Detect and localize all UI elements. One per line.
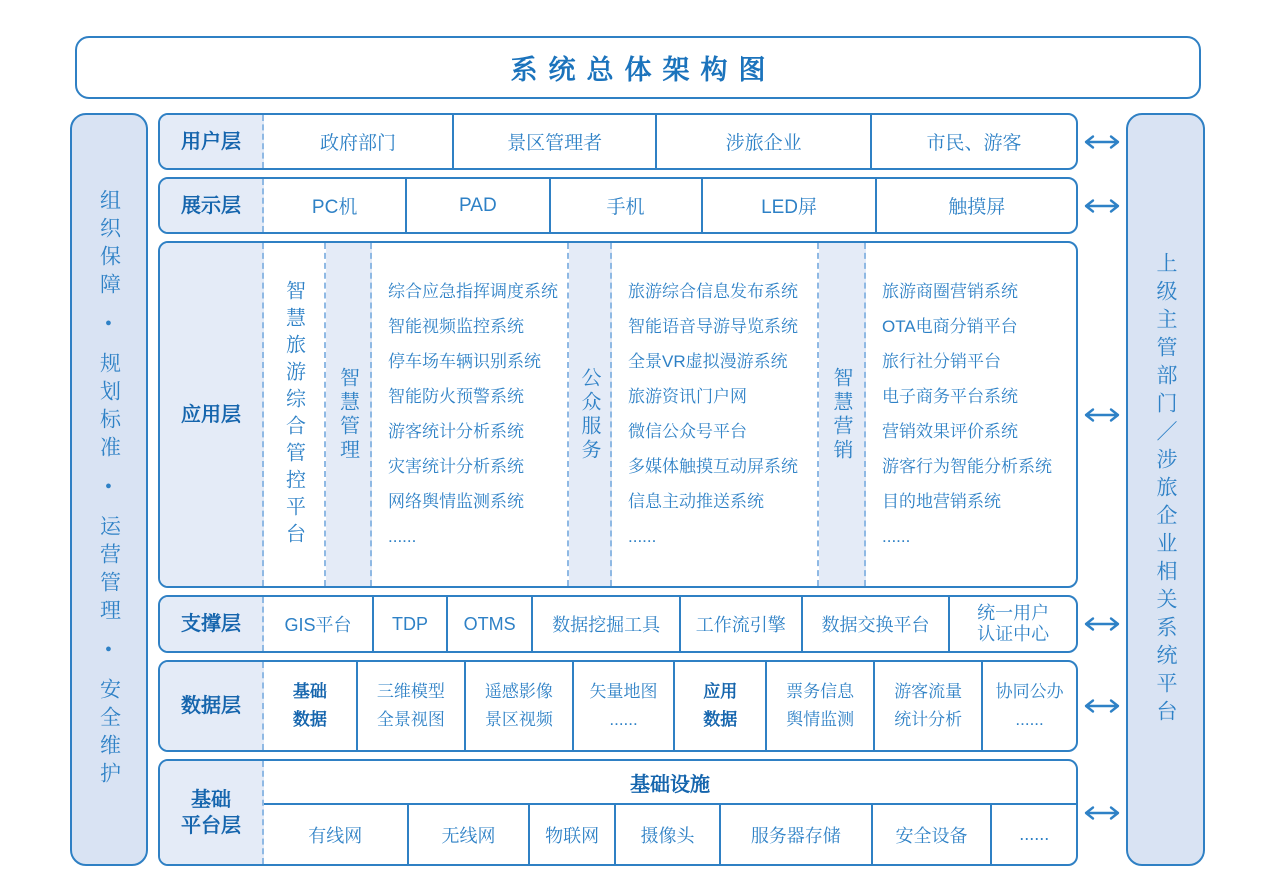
app-system-item: 目的地营销系统: [882, 492, 1001, 511]
app-system-list-management: [372, 243, 569, 586]
data-layer-cell: [356, 662, 464, 750]
app-system-item: 游客行为智能分析系统: [882, 457, 1052, 476]
display-layer-cell: 触摸屏: [875, 179, 1076, 232]
bullet-separator: ●: [102, 643, 115, 662]
infrastructure-cell: 物联网: [528, 805, 614, 864]
data-layer-cells: [264, 662, 1076, 750]
data-layer-cell: [464, 662, 572, 750]
user-layer-row: [158, 113, 1078, 170]
left-sidebar-item: 运营管理: [97, 515, 121, 627]
data-layer-cell: [873, 662, 981, 750]
display-layer-row: [158, 177, 1078, 234]
user-layer-cell: 涉旅企业: [655, 115, 870, 168]
support-layer-cell: [948, 597, 1076, 651]
app-system-item: ......: [628, 527, 657, 546]
app-system-item: 综合应急指挥调度系统: [388, 282, 558, 301]
data-cell-line: ......: [1015, 710, 1044, 729]
app-system-item: 灾害统计分析系统: [388, 457, 524, 476]
infrastructure-cell: 有线网: [308, 825, 363, 846]
infrastructure-cell: 摄像头: [614, 805, 719, 864]
app-system-item: 微信公众号平台: [628, 422, 747, 441]
infrastructure-header: 基础设施: [264, 761, 1076, 805]
support-cell-line: 认证中心: [977, 624, 1050, 644]
left-sidebar-item: 安全维护: [97, 678, 121, 790]
display-layer-cells: [264, 179, 1076, 232]
right-sidebar: [1126, 113, 1205, 866]
user-layer-label: 用户层: [160, 115, 264, 168]
data-cell-line: 矢量地图: [589, 682, 658, 701]
diagram-title-box: [75, 36, 1201, 99]
data-cell-line: 景区视频: [484, 710, 553, 729]
data-cell-line: 票务信息: [786, 682, 855, 701]
layers-stack: [158, 113, 1078, 866]
app-group-management: [326, 243, 372, 586]
left-sidebar-item: 组织保障: [97, 189, 121, 301]
support-layer-cell: 数据交换平台: [801, 597, 948, 651]
app-system-item: 智能防火预警系统: [388, 387, 524, 406]
bullet-separator: ●: [102, 317, 115, 336]
display-layer-cell: PAD: [405, 179, 548, 232]
data-layer-cell: [981, 662, 1076, 750]
data-layer-cell: [572, 662, 673, 750]
support-layer-cells: [264, 597, 1076, 651]
data-cell-line: 三维模型: [376, 682, 445, 701]
base-platform-layer-label: [160, 761, 264, 864]
app-platform-title: 智慧旅游综合管控平台: [282, 279, 305, 550]
data-cell-line: 全景视图: [376, 710, 445, 729]
app-group-name: 公众服务: [578, 366, 600, 463]
app-system-item: 智能视频监控系统: [388, 317, 524, 336]
app-system-item: 信息主动推送系统: [628, 492, 764, 511]
data-layer-cell: [673, 662, 765, 750]
data-cell-line: 应用: [703, 682, 738, 701]
app-system-item: 网络舆情监测系统: [388, 492, 524, 511]
page-title: 系统总体架构图: [510, 55, 777, 85]
data-cell-line: 统计分析: [894, 710, 963, 729]
arrows-column: [1078, 113, 1126, 866]
data-cell-line: 舆情监测: [786, 710, 855, 729]
user-layer-cells: [264, 115, 1076, 168]
app-system-item: 多媒体触摸互动屏系统: [628, 457, 798, 476]
data-cell-line: 游客流量: [894, 682, 963, 701]
infrastructure-cells: [264, 805, 1076, 864]
data-layer-cell: [264, 662, 356, 750]
app-system-list-public-service: [612, 243, 819, 586]
app-system-item: ......: [388, 527, 417, 546]
data-layer-label: 数据层: [160, 662, 264, 750]
bidirectional-arrow-icon: [1078, 241, 1126, 588]
user-layer-cell: 市民、游客: [870, 115, 1076, 168]
support-layer-cell: GIS平台: [284, 615, 352, 635]
user-layer-cell: 政府部门: [320, 133, 397, 154]
data-cell-line: 遥感影像: [484, 682, 553, 701]
support-layer-cell: 工作流引擎: [679, 597, 801, 651]
user-layer-cell: 景区管理者: [452, 115, 655, 168]
bidirectional-arrow-icon: [1078, 660, 1126, 752]
right-sidebar-text: 上级主管部门／涉旅企业相关系统平台: [1154, 251, 1177, 728]
display-layer-cell: LED屏: [701, 179, 876, 232]
base-platform-content: [264, 761, 1076, 864]
support-layer-cell: OTMS: [446, 597, 532, 651]
data-layer-cell: [765, 662, 873, 750]
support-cell-line: 统一用户: [977, 603, 1050, 623]
app-system-list-marketing: [866, 243, 1076, 586]
app-system-item: 游客统计分析系统: [388, 422, 524, 441]
display-layer-cell: PC机: [311, 197, 358, 218]
app-system-item: 旅游资讯门户网: [628, 387, 747, 406]
support-layer-row: [158, 595, 1078, 653]
left-sidebar-text: [99, 189, 120, 790]
bullet-separator: ●: [102, 480, 115, 499]
support-layer-label: 支撑层: [160, 597, 264, 651]
data-cell-line: ......: [609, 710, 638, 729]
infrastructure-cell: 服务器存储: [719, 805, 870, 864]
infrastructure-cell: ......: [990, 805, 1076, 864]
data-cell-line: 数据: [292, 710, 327, 729]
app-system-item: 停车场车辆识别系统: [388, 352, 541, 371]
data-cell-line: 数据: [703, 710, 738, 729]
support-layer-cell: TDP: [372, 597, 446, 651]
support-layer-cell: 数据挖掘工具: [531, 597, 678, 651]
left-sidebar: [70, 113, 148, 866]
app-group-public-service: [569, 243, 612, 586]
display-layer-label: 展示层: [160, 179, 264, 232]
app-group-marketing: [819, 243, 866, 586]
app-group-name: 智慧管理: [336, 366, 359, 463]
data-cell-line: 协同公办: [995, 682, 1064, 701]
app-system-item: 营销效果评价系统: [882, 422, 1018, 441]
bidirectional-arrow-icon: [1078, 759, 1126, 866]
app-system-item: OTA电商分销平台: [882, 317, 1018, 336]
left-sidebar-item: 规划标准: [97, 352, 121, 464]
data-cell-line: 基础: [292, 682, 327, 701]
app-system-item: 旅游商圈营销系统: [882, 282, 1018, 301]
infrastructure-cell: 无线网: [407, 805, 529, 864]
base-label-line: 平台层: [181, 814, 241, 837]
app-system-item: 电子商务平台系统: [882, 387, 1018, 406]
app-system-item: 全景VR虚拟漫游系统: [628, 352, 788, 371]
infrastructure-cell: 安全设备: [871, 805, 991, 864]
app-system-item: 旅行社分销平台: [882, 352, 1001, 371]
bidirectional-arrow-icon: [1078, 113, 1126, 170]
base-label-line: 基础: [191, 788, 231, 811]
data-layer-row: [158, 660, 1078, 752]
application-layer-label: 应用层: [160, 243, 264, 586]
base-platform-layer-row: [158, 759, 1078, 866]
bidirectional-arrow-icon: [1078, 177, 1126, 234]
bidirectional-arrow-icon: [1078, 595, 1126, 653]
app-system-item: 智能语音导游导览系统: [628, 317, 798, 336]
app-group-name: 智慧营销: [830, 366, 852, 463]
application-layer-row: [158, 241, 1078, 588]
app-platform-column: [264, 243, 326, 586]
display-layer-cell: 手机: [549, 179, 701, 232]
app-system-item: ......: [882, 527, 911, 546]
app-system-item: 旅游综合信息发布系统: [628, 282, 798, 301]
